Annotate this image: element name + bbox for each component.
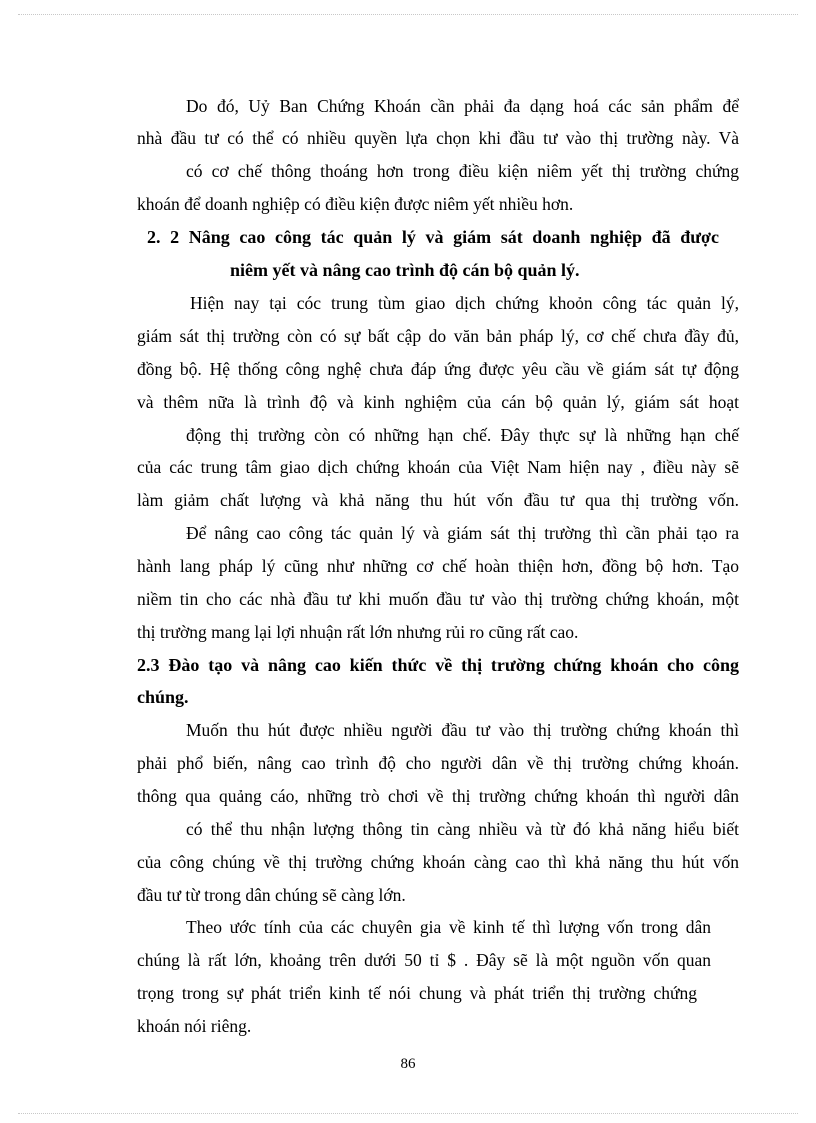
- paragraph-line: khoán nói riêng.: [137, 1016, 252, 1036]
- paragraph-line: đầu tư từ trong dân chúng sẽ càng lớn.: [137, 885, 406, 905]
- paragraph-line: Do đó, Uỷ Ban Chứng Khoán cần phải đa dạng hoá các sản phẩm để: [186, 96, 739, 116]
- section-heading-2-3-cont: chúng.: [137, 687, 189, 707]
- paragraph-line: giám sát thị trường còn có sự bất cập do văn bản pháp lý, cơ chế chưa đầy đủ,: [137, 326, 739, 346]
- paragraph-line: thông qua quảng cáo, những trò chơi về thị trường chứng khoán thì người dân: [137, 786, 739, 806]
- section-heading-2-3: 2.3 Đào tạo và nâng cao kiến thức về thị trường chứng khoán cho công: [137, 655, 739, 675]
- paragraph-line: Hiện nay tại cóc trung tùm giao dịch chứng khoỏn công tác quản lý,: [190, 293, 739, 313]
- paragraph-line: động thị trường còn có những hạn chế. Đây thực sự là những hạn chế: [186, 425, 739, 445]
- section-heading-2-2-cont: niêm yết và nâng cao trình độ cán bộ quản lý.: [230, 260, 580, 280]
- paragraph-line: chúng là rất lớn, khoảng trên dưới 50 tỉ $ . Đây sẽ là một nguồn vốn quan: [137, 950, 711, 970]
- paragraph-line: làm giảm chất lượng và khả năng thu hút vốn đầu tư qua thị trường vốn.: [137, 490, 739, 510]
- page-number: 86: [400, 1056, 416, 1072]
- paragraph-line: có thể thu nhận lượng thông tin càng nhiều và từ đó khả năng hiểu biết: [186, 819, 739, 839]
- paragraph-line: có cơ chế thông thoáng hơn trong điều kiện niêm yết thị trường chứng: [186, 161, 739, 181]
- paragraph-line: của công chúng về thị trường chứng khoán càng cao thì khả năng thu hút vốn: [137, 852, 739, 872]
- paragraph-line: hành lang pháp lý cũng như những cơ chế hoàn thiện hơn, đồng bộ hơn. Tạo: [137, 556, 739, 576]
- page-border-bottom: [18, 1113, 798, 1114]
- paragraph-line: và thêm nữa là trình độ và kinh nghiệm của cán bộ quản lý, giám sát hoạt: [137, 392, 739, 412]
- paragraph-line: thị trường mang lại lợi nhuận rất lớn nhưng rủi ro cũng rất cao.: [137, 622, 579, 642]
- paragraph-line: nhà đầu tư có thể có nhiều quyền lựa chọn khi đầu tư vào thị trường này. Và: [137, 128, 739, 148]
- page-border-top: [18, 14, 798, 15]
- paragraph-line: trọng trong sự phát triển kinh tế nói chung và phát triển thị trường chứng: [137, 983, 697, 1003]
- paragraph-line: niềm tin cho các nhà đầu tư khi muốn đầu tư vào thị trường chứng khoán, một: [137, 589, 739, 609]
- paragraph-line: khoán để doanh nghiệp có điều kiện được niêm yết nhiều hơn.: [137, 194, 574, 214]
- paragraph-line: Theo ước tính của các chuyên gia về kinh tế thì lượng vốn trong dân: [186, 917, 711, 937]
- paragraph-line: Để nâng cao công tác quản lý và giám sát thị trường thì cần phải tạo ra: [186, 523, 739, 543]
- section-heading-2-2: 2. 2 Nâng cao công tác quản lý và giám sát doanh nghiệp đã được: [147, 227, 719, 247]
- paragraph-line: Muốn thu hút được nhiều người đầu tư vào thị trường chứng khoán thì: [186, 720, 739, 740]
- paragraph-line: phải phổ biến, nâng cao trình độ cho người dân về thị trường chứng khoán.: [137, 753, 739, 773]
- paragraph-line: của các trung tâm giao dịch chứng khoán của Việt Nam hiện nay , điều này sẽ: [137, 457, 739, 477]
- paragraph-line: đồng bộ. Hệ thống công nghệ chưa đáp ứng được yêu cầu về giám sát tự động: [137, 359, 739, 379]
